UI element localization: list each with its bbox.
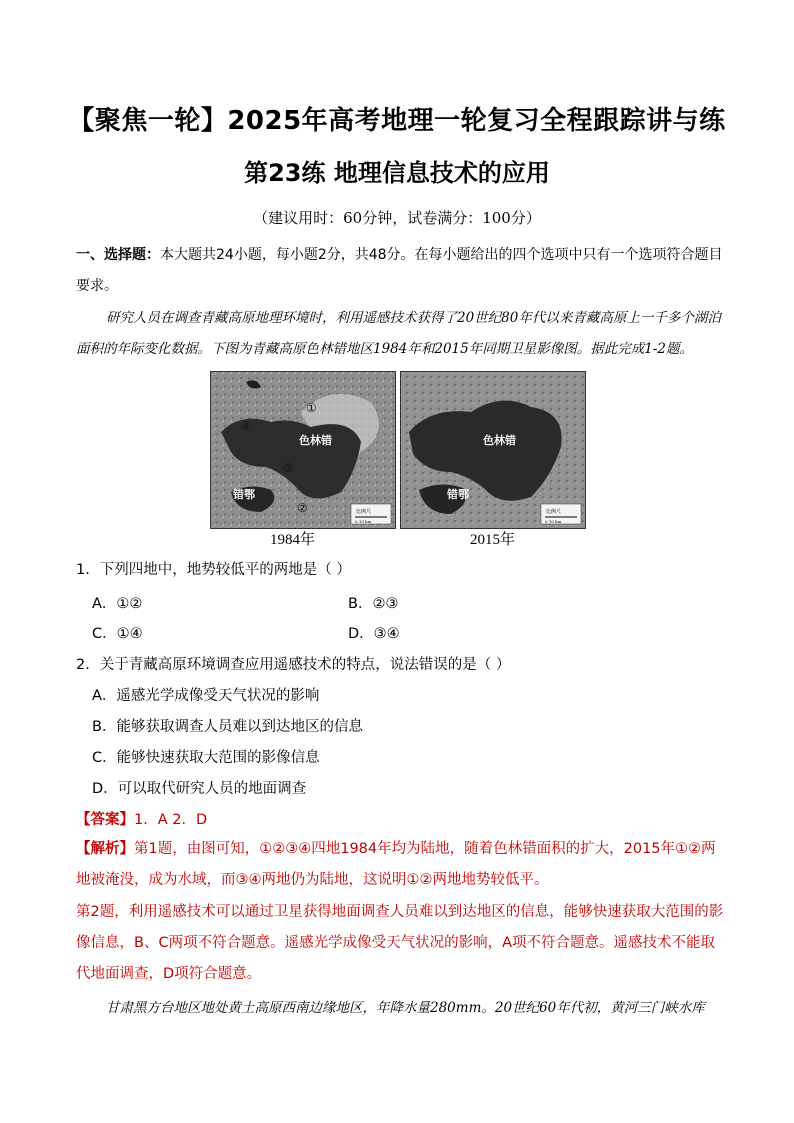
question-2-option-d: D．可以取代研究人员的地面调查: [92, 781, 307, 797]
section-instructions: [76, 240, 724, 302]
exercise-title: 第23练 地理信息技术的应用: [244, 159, 550, 187]
question-1-option-d: D．③④: [348, 626, 400, 642]
satellite-image-1984: [211, 372, 395, 528]
answer-line: [76, 808, 207, 829]
marker-2: ②: [297, 501, 308, 515]
question-2-option-b: B．能够获取调查人员难以到达地区的信息: [92, 719, 363, 735]
scale-ticks-1984: 0 10 km: [355, 519, 372, 524]
question-1-stem: 1．下列四地中，地势较低平的两地是（ ）: [76, 562, 351, 578]
question-2-stem: 2．关于青藏高原环境调查应用遥感技术的特点，说法错误的是（ ）: [76, 657, 511, 673]
answer-text: 1．A 2．D: [134, 812, 208, 828]
lake2-label-2015: 错鄂: [447, 488, 469, 501]
lake-label-2015: 色林错: [483, 434, 516, 447]
time-hint: （建议用时：60分钟，试卷满分：100分）: [253, 209, 541, 227]
section-text: 本大题共24小题，每小题2分，共48分。在每小题给出的四个选项中只有一个选项符合题目要求。: [76, 247, 723, 294]
analysis-text-1: 第1题，由图可知，①②③④四地1984年均为陆地，随着色林错面积的扩大，2015年①②两地被淹没，成为水域，而③④两地仍为陆地，这说明①②两地地势较低平。: [76, 841, 716, 888]
map-caption-2015: 2015年: [470, 532, 516, 548]
map-caption-1984: 1984年: [270, 532, 316, 548]
scale-ticks-2015: 0 10 km: [545, 519, 562, 524]
lake-label-1984: 色林错: [299, 434, 332, 447]
question-2-option-a: A．遥感光学成像受天气状况的影响: [92, 688, 320, 704]
document-title: 【聚焦一轮】2025年高考地理一轮复习全程跟踪讲与练: [68, 106, 726, 136]
question-2-option-c: C．能够快速获取大范围的影像信息: [92, 750, 320, 766]
answer-label: 【答案】: [76, 812, 134, 828]
marker-1: ①: [306, 401, 317, 415]
analysis-label: 【解析】: [76, 841, 134, 857]
scale-label-1984: 比例尺: [356, 509, 372, 515]
satellite-map-1984: [210, 371, 396, 529]
question-1-option-c: C．①④: [92, 626, 143, 642]
analysis-paragraph-2: 第2题，利用遥感技术可以通过卫星获得地面调查人员难以到达地区的信息，能够快速获取大范围的影像信息，B、C两项不符合题意。遥感光学成像受天气状况的影响，A项不符合题意。遥感技术不能取代地面调查，D项符合题意。: [76, 904, 724, 982]
material-paragraph-2: 甘肃黑方台地区地处黄土高原西南边缘地区，年降水量280mm。20世纪60年代初，黄河三门峡水库: [106, 1000, 705, 1016]
material-paragraph-1: 研究人员在调查青藏高原地理环境时，利用遥感技术获得了20世纪80年代以来青藏高原上一千多个湖泊面积的年际变化数据。下图为青藏高原色林错地区1984年和2015年同期卫星影像图。据此完成1-2题。: [76, 310, 721, 357]
marker-3: ③: [283, 461, 294, 475]
satellite-figure: [210, 371, 586, 531]
satellite-image-2015: [401, 372, 585, 528]
satellite-map-2015: [400, 371, 586, 529]
question-1-option-b: B．②③: [348, 596, 399, 612]
scale-label-2015: 比例尺: [546, 509, 562, 515]
section-label: 一、选择题：: [76, 247, 160, 263]
lake2-label-1984: 错鄂: [233, 488, 255, 501]
marker-4: ④: [241, 419, 252, 433]
analysis-paragraph-1: [76, 834, 724, 896]
question-1-option-a: A．①②: [92, 596, 143, 612]
